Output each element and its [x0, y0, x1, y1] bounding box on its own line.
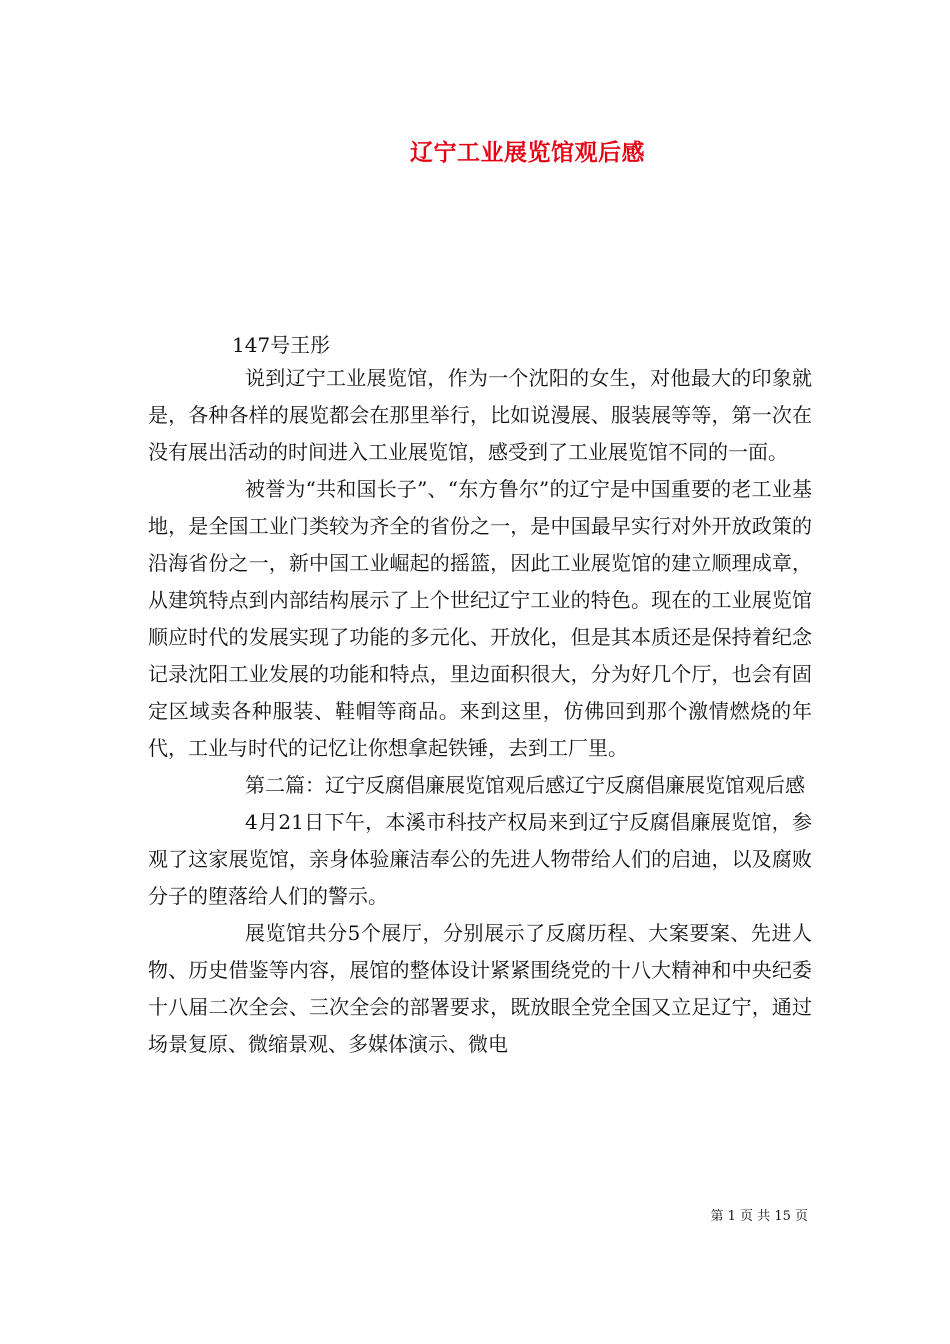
paragraph-2: 被誉为“共和国长子”、“东方鲁尔”的辽宁是中国重要的老工业基地，是全国工业门类较为齐全的省份之一，是中国最早实行对外开放政策的沿海省份之一，新中国工业崛起的摇篮，因此工业展览馆的建立顺理成章，从建筑特点到内部结构展示了上个世纪辽宁工业的特色。现在的工业展览馆顺应时代的发展实现了功能的多元化、开放化，但是其本质还是保持着纪念记录沈阳工业发展的功能和特点，里边面积很大，分为好几个厅，也会有固定区域卖各种服装、鞋帽等商品。来到这里，仿佛回到那个激情燃烧的年代，工业与时代的记忆让你想拿起铁锤，去到工厂里。 [148, 477, 812, 760]
paragraph-5: 展览馆共分5个展厅，分别展示了反腐历程、大案要案、先进人物、历史借鉴等内容，展馆的整体设计紧紧围绕党的十八大精神和中央纪委十八届二次全会、三次全会的部署要求，既放眼全党全国又立足辽宁，通过场景复原、微缩景观、多媒体演示、微电 [148, 921, 812, 1056]
document-title: 辽宁工业展览馆观后感 [410, 139, 645, 166]
paragraph-3: 第二篇：辽宁反腐倡廉展览馆观后感辽宁反腐倡廉展览馆观后感 [245, 773, 805, 797]
paragraph-4: 4月21日下午，本溪市科技产权局来到辽宁反腐倡廉展览馆，参观了这家展览馆，亲身体验廉洁奉公的先进人物带给人们的启迪，以及腐败分子的堕落给人们的警示。 [148, 810, 812, 908]
paragraph-1: 说到辽宁工业展览馆，作为一个沈阳的女生，对他最大的印象就是，各种各样的展览都会在那里举行，比如说漫展、服装展等等，第一次在没有展出活动的时间进入工业展览馆，感受到了工业展览馆不同的一面。 [148, 366, 812, 464]
page-number-footer: 第 1 页 共 15 页 [710, 1209, 808, 1224]
author-line: 147号王彤 [232, 333, 331, 357]
document-body [148, 360, 812, 1063]
